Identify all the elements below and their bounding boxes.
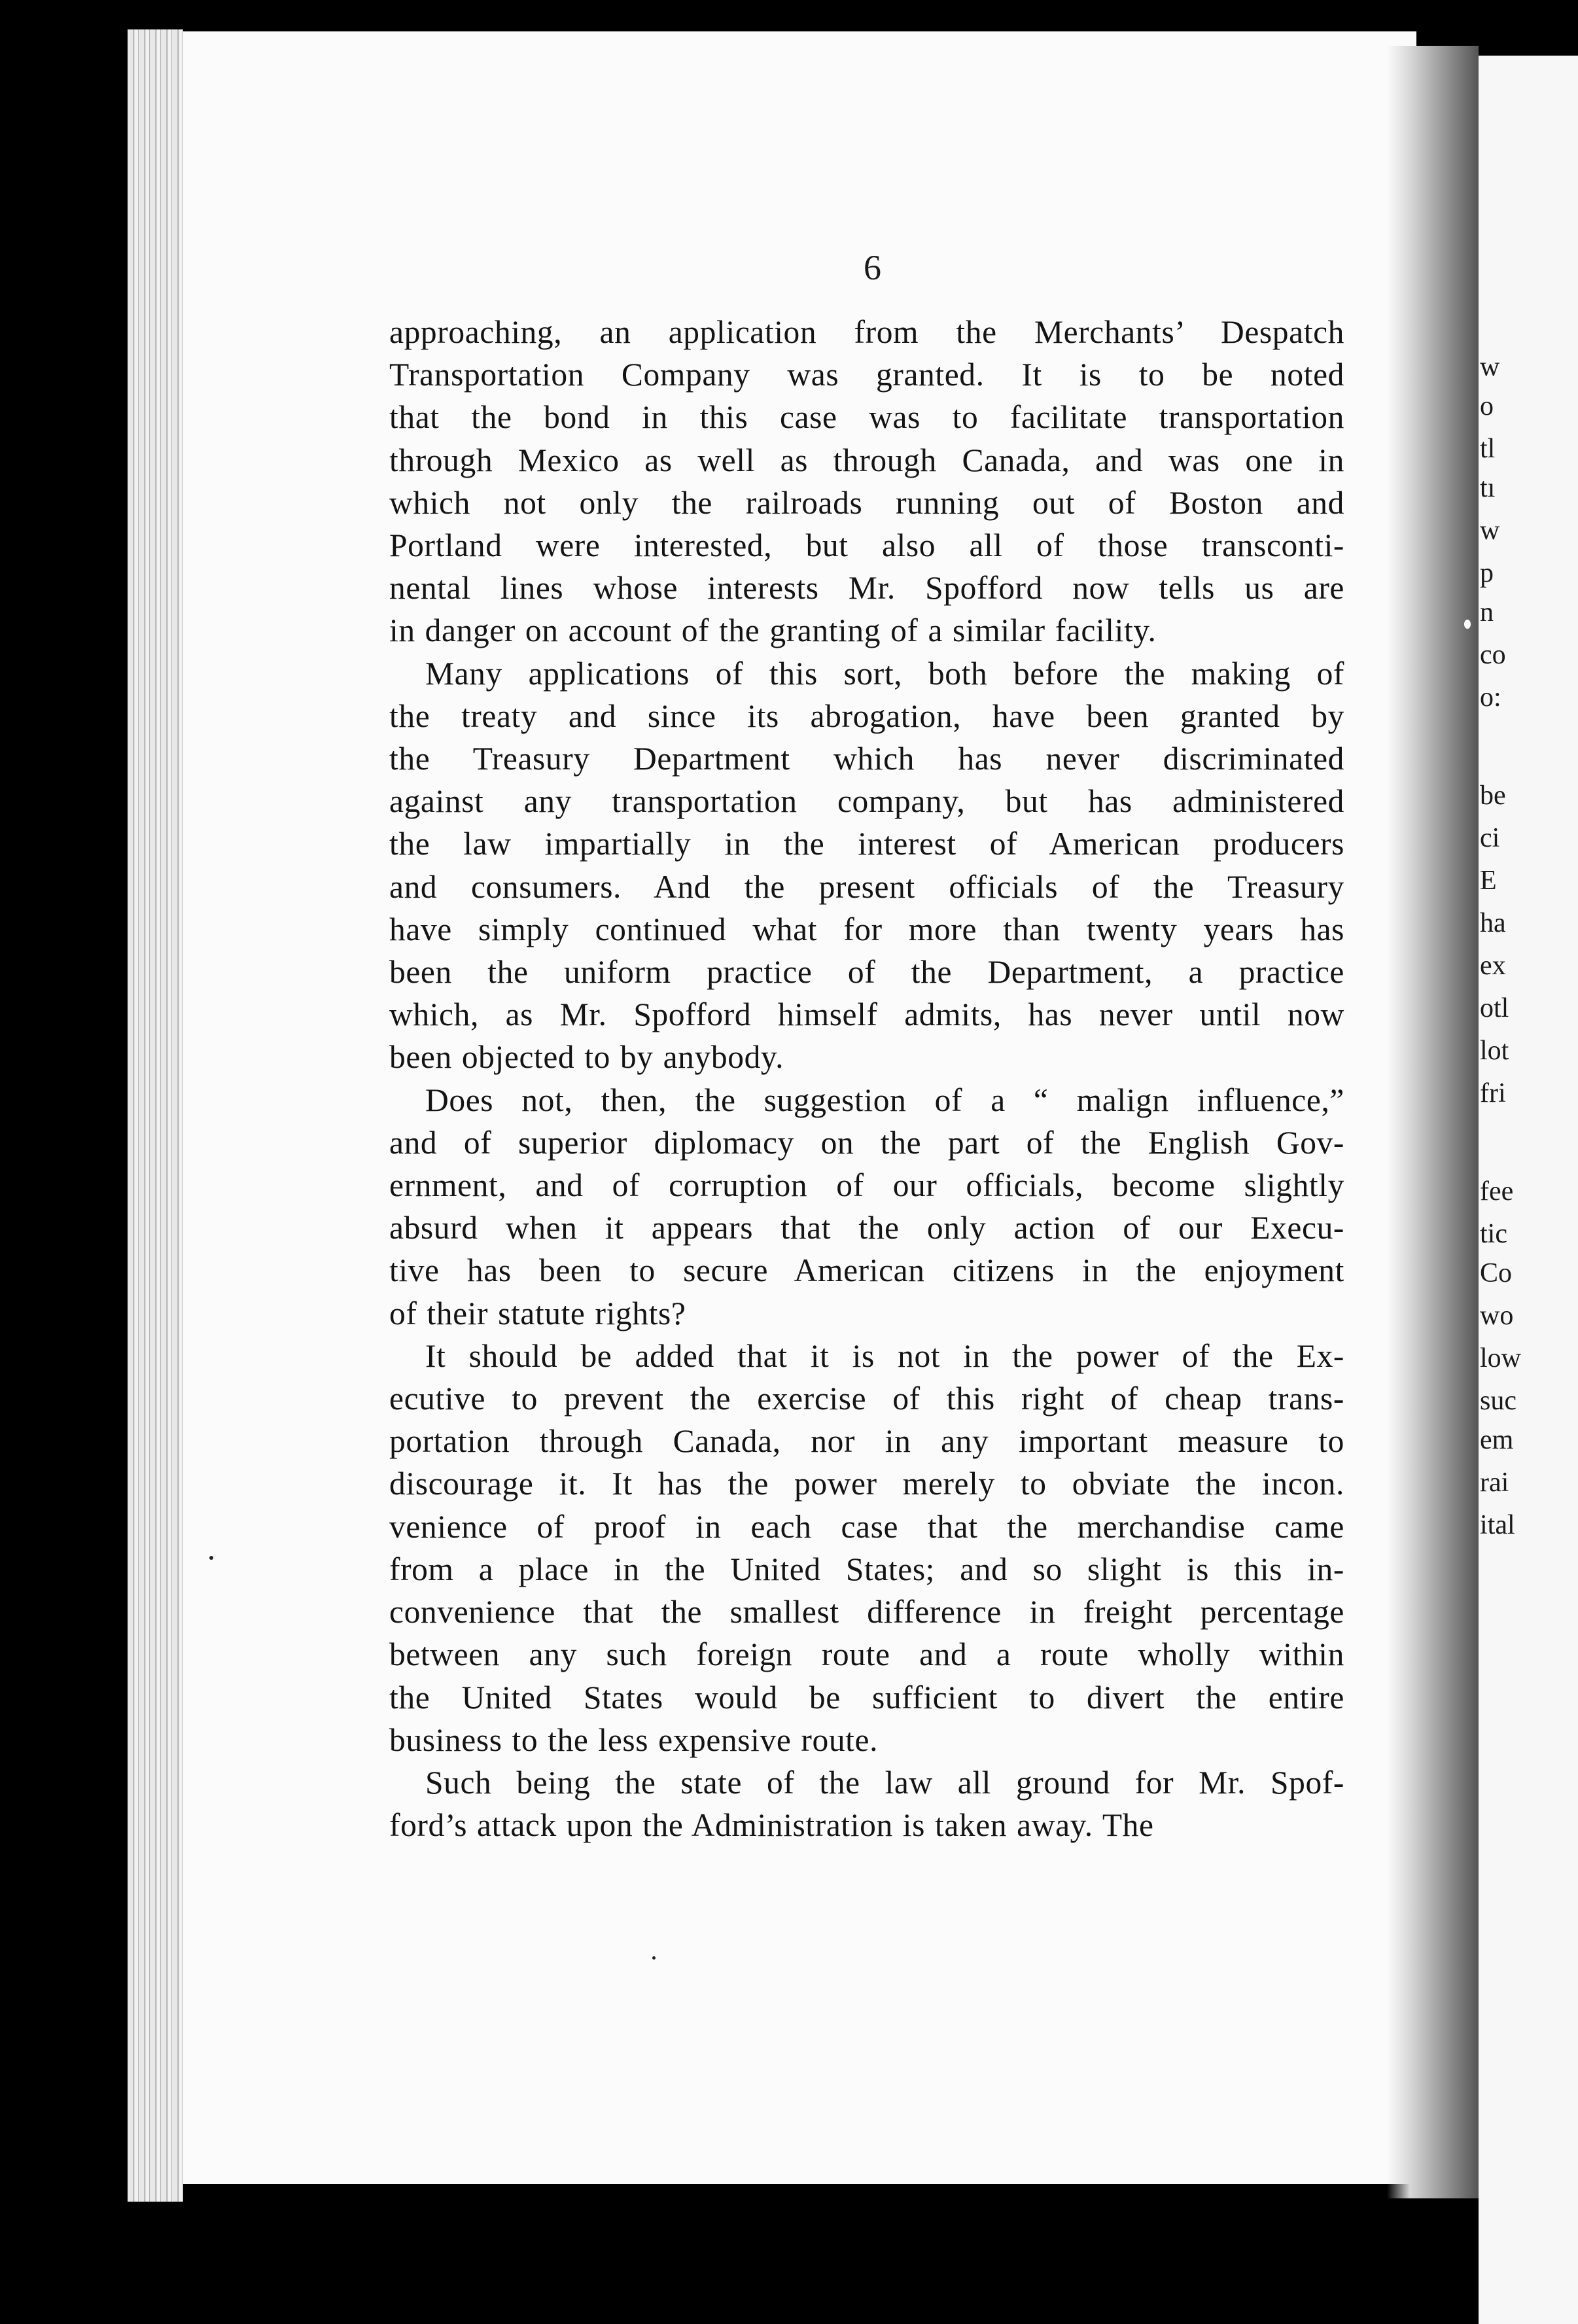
facing-page-fragment: p: [1480, 558, 1494, 588]
facing-page-fragment: wo: [1480, 1301, 1514, 1331]
text-line: the United States would be sufficient to divert the entire: [389, 1679, 1344, 1716]
facing-page-fragment: co: [1480, 640, 1506, 670]
text-line: and consumers. And the present officials of the Treasury: [389, 868, 1344, 905]
text-line: the Treasury Department which has never discriminated: [389, 741, 1344, 777]
page-number: 6: [864, 248, 881, 287]
paragraph: [389, 1761, 1344, 1846]
text-line: Many applications of this sort, both before the making of: [425, 655, 1344, 692]
text-line: between any such foreign route and a route wholly within: [389, 1636, 1344, 1673]
facing-page-fragment: otl: [1480, 993, 1509, 1023]
facing-page-fragment: lot: [1480, 1036, 1509, 1066]
paragraph: [389, 652, 1344, 1079]
facing-page-fragment: ci: [1480, 823, 1500, 853]
facing-page-fragment: fee: [1480, 1176, 1514, 1206]
text-line: It should be added that it is not in the power of the Ex-: [425, 1337, 1344, 1374]
facing-page-fragment: em: [1480, 1425, 1514, 1455]
text-line: the treaty and since its abrogation, have been granted by: [389, 697, 1344, 734]
paragraph: [389, 311, 1344, 652]
page-edges: [128, 29, 183, 2202]
text-line: Transportation Company was granted. It is to be noted: [389, 357, 1344, 393]
text-line: in danger on account of the granting of a similar facility.: [389, 612, 1157, 649]
text-line: business to the less expensive route.: [389, 1721, 879, 1758]
text-line: ernment, and of corruption of our officials, become slightly: [389, 1167, 1344, 1204]
text-line: been the uniform practice of the Department, a practice: [389, 954, 1344, 991]
facing-page-fragment: ex: [1480, 951, 1506, 981]
text-line: and of superior diplomacy on the part of the English Gov-: [389, 1124, 1344, 1161]
text-line: that the bond in this case was to facilitate transportation: [389, 399, 1344, 436]
facing-page-fragment: n: [1480, 597, 1494, 627]
text-line: Does not, then, the suggestion of a “ malign influence,”: [425, 1082, 1344, 1118]
text-line: which not only the railroads running out of Boston and: [389, 484, 1344, 521]
facing-page-fragment: o: [1480, 391, 1494, 421]
facing-page-fragment: fri: [1480, 1078, 1506, 1108]
text-line: from a place in the United States; and so slight is this in-: [389, 1551, 1344, 1587]
page-body-text: [389, 311, 1344, 1846]
facing-page-fragment: tic: [1480, 1219, 1507, 1249]
facing-page-fragment: w: [1480, 352, 1500, 382]
paragraph: [389, 1335, 1344, 1761]
text-line: Such being the state of the law all ground for Mr. Spof-: [425, 1764, 1344, 1801]
text-line: the law impartially in the interest of American producers: [389, 826, 1344, 862]
text-line: tive has been to secure American citizens in the enjoyment: [389, 1252, 1344, 1289]
text-line: absurd when it appears that the only action of our Execu-: [389, 1210, 1344, 1246]
facing-page-fragment: ha: [1480, 908, 1506, 938]
text-line: been objected to by anybody.: [389, 1039, 784, 1076]
facing-page-fragment: w: [1480, 516, 1500, 546]
scan-speck: [209, 1556, 213, 1560]
paragraph: [389, 1079, 1344, 1335]
facing-page-fragment: o:: [1480, 682, 1501, 713]
text-line: discourage it. It has the power merely to obviate the incon.: [389, 1466, 1344, 1502]
facing-page-fragment: Co: [1480, 1258, 1513, 1288]
facing-page-fragment: low: [1480, 1343, 1521, 1373]
text-line: portation through Canada, nor in any important measure to: [389, 1423, 1344, 1460]
facing-page-fragment: rai: [1480, 1468, 1509, 1498]
text-line: nental lines whose interests Mr. Spofford now tells us are: [389, 570, 1344, 607]
facing-page-fragment: suc: [1480, 1386, 1517, 1416]
facing-page: [1479, 56, 1578, 2324]
scan-speck: [1464, 620, 1471, 629]
text-line: through Mexico as well as through Canada, and was one in: [389, 442, 1344, 478]
text-line: have simply continued what for more than twenty years has: [389, 911, 1344, 947]
text-line: convenience that the smallest difference in freight percentage: [389, 1594, 1344, 1630]
text-line: ecutive to prevent the exercise of this right of cheap trans-: [389, 1381, 1344, 1417]
text-line: Portland were interested, but also all of those transconti-: [389, 527, 1344, 564]
text-line: against any transportation company, but has administered: [389, 783, 1344, 820]
facing-page-fragment: tl: [1480, 434, 1496, 464]
facing-page-fragment: E: [1480, 866, 1497, 896]
facing-page-fragment: be: [1480, 781, 1506, 811]
facing-page-fragment: ital: [1480, 1510, 1515, 1540]
gutter-shadow: [1387, 46, 1479, 2198]
facing-page-fragment: tı: [1480, 473, 1496, 503]
text-line: venience of proof in each case that the merchandise came: [389, 1508, 1344, 1545]
text-line: approaching, an application from the Merchants’ Despatch: [389, 314, 1344, 350]
text-line: which, as Mr. Spofford himself admits, has never until now: [389, 996, 1344, 1033]
text-line: ford’s attack upon the Administration is taken away. The: [389, 1807, 1154, 1844]
text-line: of their statute rights?: [389, 1295, 686, 1331]
scan-speck: [652, 1956, 656, 1960]
